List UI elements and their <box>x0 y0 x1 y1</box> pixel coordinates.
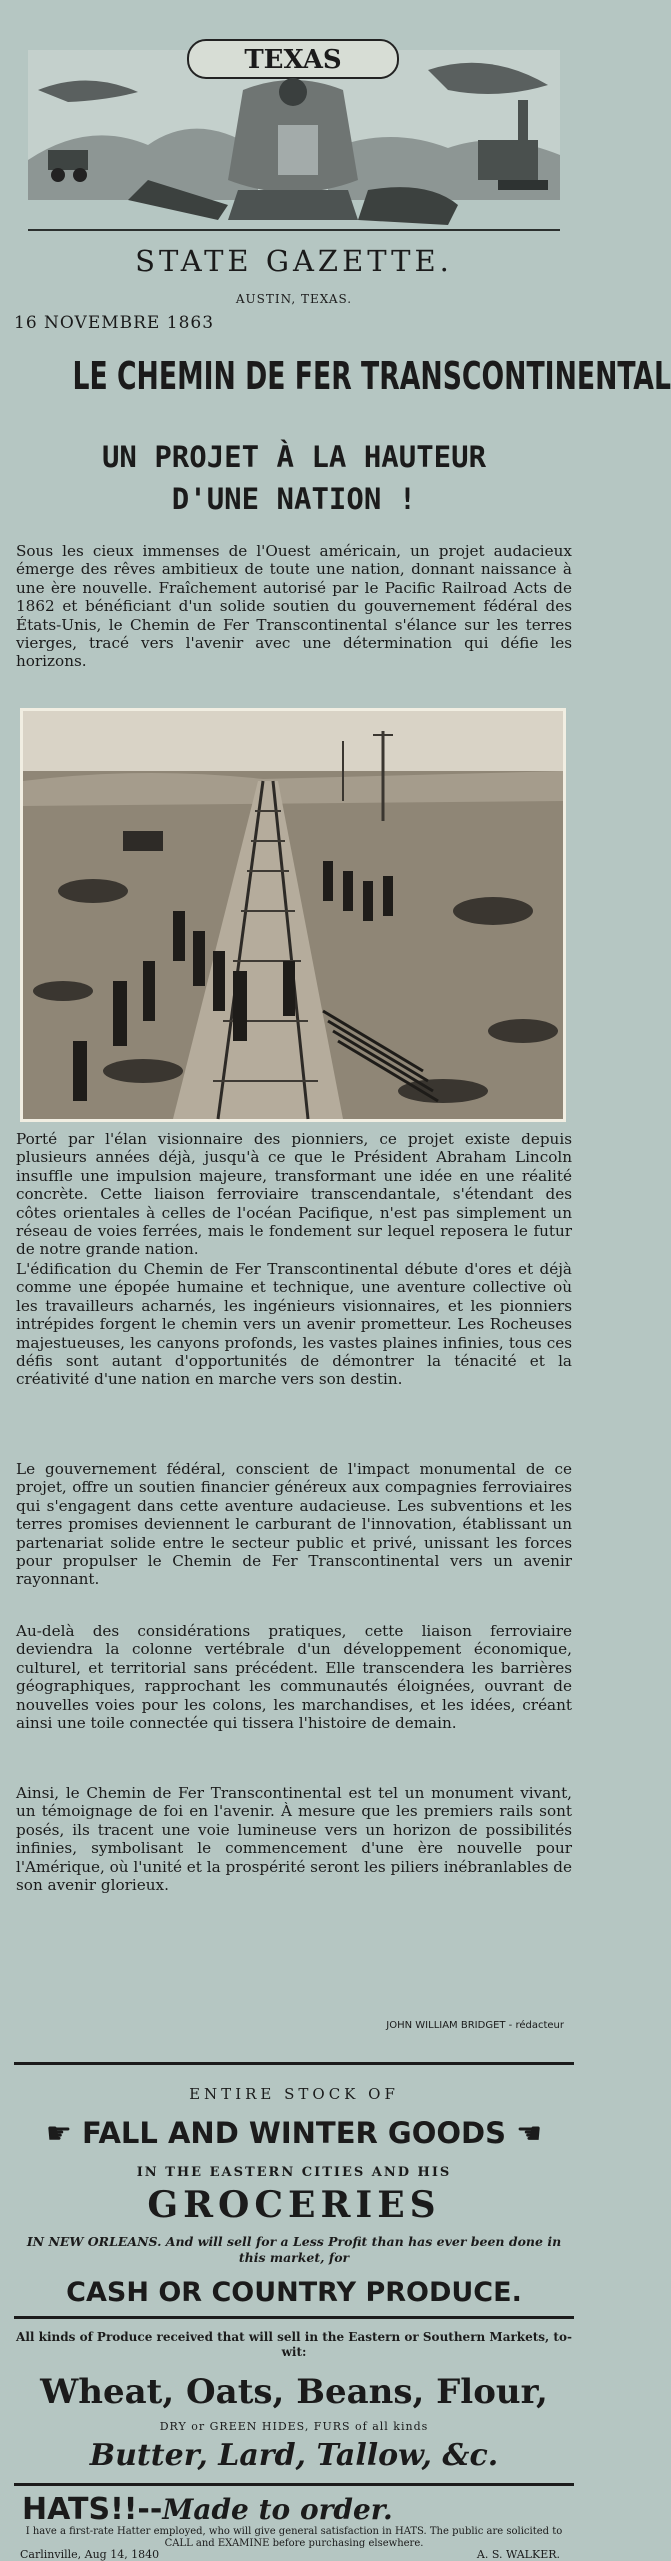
ad-footer <box>20 2548 560 2561</box>
byline: JOHN WILLIAM BRIDGET - rédacteur <box>386 2020 564 2031</box>
ad-low-rule <box>14 2483 574 2486</box>
paragraph-4: Le gouvernement fédéral, conscient de l'impact monumental de ce projet, offre un soutien financier généreux aux compagnies ferroviaires qui s'engagent dans cette aventure audacieuse. Les subventions et les terres promises deviennent le carburant de l'innovation, établissant un partenariat solide entre le secteur public et privé, unissant les forces pour propulser le Chemin de Fer Transcontinental vers un avenir rayonnant. <box>16 1460 572 1589</box>
subheadline-line-2: D'UNE NATION ! <box>171 482 417 516</box>
issue-date: 16 NOVEMBRE 1863 <box>14 313 215 333</box>
ad-produce: All kinds of Produce received that will sell in the Eastern or Southern Markets, to-wit: <box>16 2330 572 2359</box>
paragraph-5: Au-delà des considérations pratiques, cette liaison ferroviaire deviendra la colonne vertébrale d'un développement économique, culturel, et territorial sans précédent. Elle transcendera les barrières géographiques, rapprochant les communautés éloignées, ouvrant de nouvelles voies pour les colons, les marchandises, et les idées, créant ainsi une toile connectée qui tissera l'histoire de demain. <box>16 1622 572 1733</box>
ad-groceries: GROCERIES <box>147 2184 441 2226</box>
paragraph-2: Porté par l'élan visionnaire des pionniers, ce projet existe depuis plusieurs années déjà, jusqu'à ce que le Président Abraham Lincoln insuffle une impulsion majeure, transformant une idée en une réalité concrète. Cette liaison ferroviaire transcendantale, s'étendant des côtes orientales à celles de l'océan Pacifique, n'est pas simplement un réseau de voies ferrées, mais le fondement sur lequel reposera le futur de notre grande nation. <box>16 1130 572 1259</box>
ad-hats-note: I have a first-rate Hatter employed, who will give general satisfaction in HATS. The public are solicited to CALL and EXAMINE before purchasing elsewhere. <box>25 2526 563 2549</box>
ad-new-orleans: IN NEW ORLEANS. And will sell for a Less Profit than has ever been done in this market, for <box>26 2234 562 2265</box>
paragraph-3: L'édification du Chemin de Fer Transcontinental débute d'ores et déjà comme une épopée humaine et technique, une aventure collective où les travailleurs acharnés, les ingénieurs visionnaires, et les pionniers intrépides forgent le chemin vers un avenir prometteur. Les Rocheuses majestueuses, les canyons profonds, les vastes plaines infinies, tous ces défis sont autant d'opportunités de démontrer la ténacité et la créativité d'une nation en marche vers son destin. <box>16 1260 572 1389</box>
ad-top-rule <box>14 2062 574 2065</box>
paragraph-1: Sous les cieux immenses de l'Ouest américain, un projet audacieux émerge des rêves ambitieux de toute une nation, donnant naissance à une ère nouvelle. Fraîchement autorisé par le Pacific Railroad Acts de 1862 et bénéficiant d'un solide soutien du gouvernement fédéral des États-Unis, le Chemin de Fer Transcontinental s'élance sur les terres vierges, tracé vers l'avenir avec une détermination qui défie les horizons. <box>16 542 572 671</box>
masthead-banner-text: TEXAS <box>244 45 342 75</box>
masthead-engraving <box>28 30 560 235</box>
ad-mid-rule <box>14 2316 574 2319</box>
ad-goods: ☛ FALL AND WINTER GOODS ☚ <box>45 2116 543 2150</box>
ad-place-date: Carlinville, Aug 14, 1840 <box>20 2548 160 2561</box>
headline: LE CHEMIN DE FER TRANSCONTINENTAL <box>72 354 671 398</box>
ad-dry: DRY or GREEN HIDES, FURS of all kinds <box>159 2420 429 2433</box>
ad-signature: A. S. WALKER. <box>476 2548 560 2561</box>
subheadline <box>40 436 548 520</box>
paragraph-6: Ainsi, le Chemin de Fer Transcontinental est tel un monument vivant, un témoignage de foi en l'avenir. À mesure que les premiers rails sont posés, ils tracent une voie lumineuse vers un horizon de possibilités infinies, symbolisant le commencement d'une ère nouvelle pour l'Amérique, où l'unité et la prospérité seront les piliers inébranlables de son avenir glorieux. <box>16 1784 572 1895</box>
ad-stock: ENTIRE STOCK OF <box>189 2085 399 2103</box>
subheadline-line-1: UN PROJET À LA HAUTEUR <box>101 440 487 474</box>
ad-east: IN THE EASTERN CITIES AND HIS <box>136 2165 452 2180</box>
pointing-hand-icon: ☚ <box>506 2116 543 2150</box>
railroad-construction-photo <box>20 708 566 1122</box>
ad-butter: Butter, Lard, Tallow, &c. <box>89 2438 499 2473</box>
ad-wheat: Wheat, Oats, Beans, Flour, <box>40 2372 548 2412</box>
paper-title: STATE GAZETTE. <box>135 244 453 278</box>
paper-city: AUSTIN, TEXAS. <box>235 292 353 306</box>
ad-hats: HATS!!--Made to order. <box>22 2492 393 2527</box>
ad-cash: CASH OR COUNTRY PRODUCE. <box>66 2277 522 2308</box>
pointing-hand-icon: ☛ <box>45 2116 82 2150</box>
masthead <box>0 0 588 306</box>
